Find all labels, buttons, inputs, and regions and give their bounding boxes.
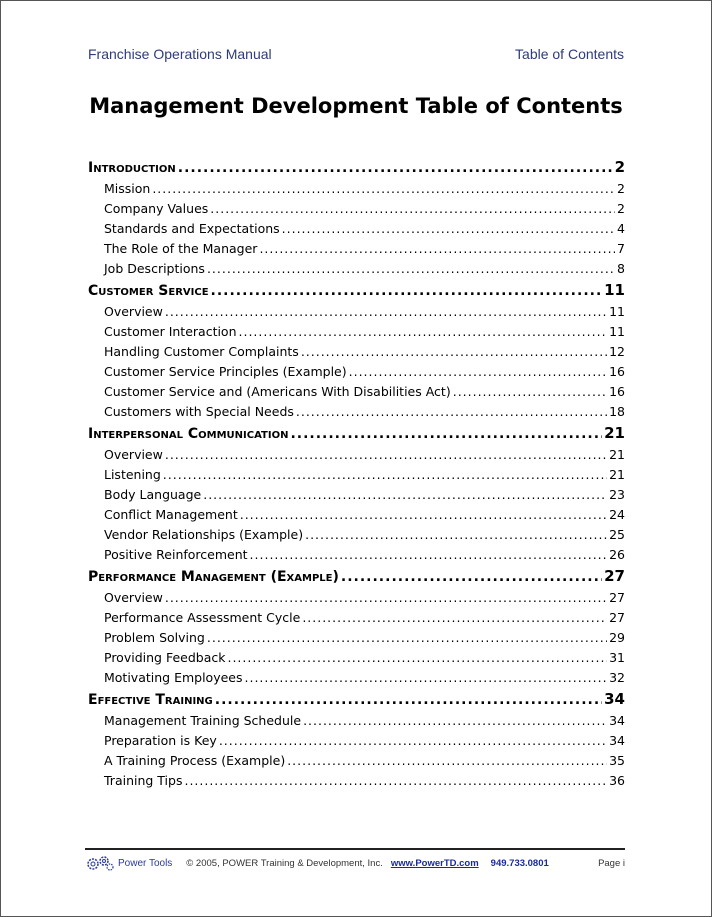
toc-section-title: Effective Training xyxy=(88,692,213,708)
toc-entry-label: Management Training Schedule xyxy=(104,713,302,728)
toc-section xyxy=(88,688,625,791)
dot-leader xyxy=(165,588,607,608)
toc-entry[interactable] xyxy=(88,445,625,465)
page-title: Management Development Table of Contents xyxy=(89,94,623,118)
toc-entry-label: Problem Solving xyxy=(104,630,205,645)
toc-entry-page: 29 xyxy=(609,630,625,645)
toc-entry[interactable] xyxy=(88,485,625,505)
toc-section xyxy=(88,565,625,688)
toc-entry-label: A Training Process (Example) xyxy=(104,753,286,768)
dot-leader xyxy=(282,219,615,239)
toc-entry[interactable] xyxy=(88,505,625,525)
toc-entry[interactable] xyxy=(88,362,625,382)
toc-entry-page: 7 xyxy=(617,241,625,256)
footer-divider xyxy=(85,848,625,850)
toc-entry[interactable] xyxy=(88,771,625,791)
toc-entry-label: Overview xyxy=(104,447,163,462)
toc-entry-page: 2 xyxy=(617,181,625,196)
toc-section-title: Customer Service xyxy=(88,283,209,299)
toc-entry[interactable] xyxy=(88,259,625,279)
toc-section xyxy=(88,156,625,279)
toc-entry-page: 4 xyxy=(617,221,625,236)
toc-entry[interactable] xyxy=(88,199,625,219)
copyright-text: © 2005, POWER Training & Development, Inc. xyxy=(186,857,383,869)
toc-entry-label: Conflict Management xyxy=(104,507,238,522)
toc-entry-label: Standards and Expectations xyxy=(104,221,280,236)
toc-section-page: 21 xyxy=(604,424,625,442)
toc-entry-page: 27 xyxy=(609,610,625,625)
dot-leader xyxy=(287,751,607,771)
header-section-title: Table of Contents xyxy=(515,46,624,62)
toc-entry-page: 27 xyxy=(609,590,625,605)
toc-section xyxy=(88,422,625,565)
toc-entry[interactable] xyxy=(88,342,625,362)
toc-entry-page: 21 xyxy=(609,467,625,482)
logo-text: Power Tools xyxy=(118,857,173,869)
toc-entry-label: Positive Reinforcement xyxy=(104,547,248,562)
toc-entry-label: Training Tips xyxy=(104,773,183,788)
dot-leader xyxy=(290,423,602,445)
toc-entry-page: 16 xyxy=(609,384,625,399)
dot-leader xyxy=(215,689,602,711)
dot-leader xyxy=(240,505,607,525)
dot-leader xyxy=(165,445,607,465)
toc-entry-page: 26 xyxy=(609,547,625,562)
toc-section-heading[interactable] xyxy=(88,279,625,302)
dot-leader xyxy=(301,342,607,362)
page-footer xyxy=(85,855,625,871)
toc-entry[interactable] xyxy=(88,588,625,608)
dot-leader xyxy=(211,280,603,302)
toc-entry-page: 11 xyxy=(609,304,625,319)
toc-entry[interactable] xyxy=(88,668,625,688)
toc-entry-page: 35 xyxy=(609,753,625,768)
page-number: Page i xyxy=(598,857,625,869)
gears-icon xyxy=(85,855,115,871)
toc-entry-label: Vendor Relationships (Example) xyxy=(104,527,304,542)
toc-entry[interactable] xyxy=(88,711,625,731)
dot-leader xyxy=(207,628,607,648)
dot-leader xyxy=(305,525,607,545)
toc-entry[interactable] xyxy=(88,465,625,485)
toc-entry[interactable] xyxy=(88,382,625,402)
toc-section-heading[interactable] xyxy=(88,156,625,179)
toc-entry[interactable] xyxy=(88,402,625,422)
toc-entry-page: 24 xyxy=(609,507,625,522)
toc-entry-label: Motivating Employees xyxy=(104,670,243,685)
toc-entry-page: 34 xyxy=(609,733,625,748)
toc-section-heading[interactable] xyxy=(88,422,625,445)
toc-entry-label: Listening xyxy=(104,467,161,482)
dot-leader xyxy=(453,382,607,402)
table-of-contents xyxy=(88,156,625,791)
page-header xyxy=(88,46,624,62)
toc-entry-page: 2 xyxy=(617,201,625,216)
toc-entry-page: 8 xyxy=(617,261,625,276)
toc-entry[interactable] xyxy=(88,322,625,342)
toc-entry-label: Body Language xyxy=(104,487,202,502)
toc-entry-page: 18 xyxy=(609,404,625,419)
website-link[interactable]: www.PowerTD.com xyxy=(390,857,479,869)
toc-entry-label: The Role of the Manager xyxy=(104,241,258,256)
toc-section-page: 11 xyxy=(604,281,625,299)
toc-entry-label: Customers with Special Needs xyxy=(104,404,294,419)
toc-entry-label: Handling Customer Complaints xyxy=(104,344,299,359)
toc-entry-label: Customer Interaction xyxy=(104,324,237,339)
toc-entry-label: Company Values xyxy=(104,201,209,216)
dot-leader xyxy=(184,771,607,791)
dot-leader xyxy=(250,545,608,565)
toc-section-page: 34 xyxy=(604,690,625,708)
dot-leader xyxy=(239,322,608,342)
toc-entry[interactable] xyxy=(88,239,625,259)
toc-entry-label: Job Descriptions xyxy=(104,261,205,276)
dot-leader xyxy=(152,179,615,199)
dot-leader xyxy=(303,711,607,731)
dot-leader xyxy=(219,731,607,751)
toc-entry[interactable] xyxy=(88,302,625,322)
toc-entry[interactable] xyxy=(88,179,625,199)
dot-leader xyxy=(245,668,608,688)
toc-section-page: 27 xyxy=(604,567,625,585)
toc-entry[interactable] xyxy=(88,525,625,545)
toc-section-title: Introduction xyxy=(88,160,176,176)
toc-entry-page: 31 xyxy=(609,650,625,665)
toc-entry[interactable] xyxy=(88,219,625,239)
toc-entry[interactable] xyxy=(88,628,625,648)
toc-section-page: 2 xyxy=(614,158,625,176)
toc-entry[interactable] xyxy=(88,608,625,628)
dot-leader xyxy=(207,259,615,279)
toc-entry[interactable] xyxy=(88,648,625,668)
toc-entry-page: 25 xyxy=(609,527,625,542)
dot-leader xyxy=(178,157,613,179)
toc-entry-page: 36 xyxy=(609,773,625,788)
dot-leader xyxy=(259,239,615,259)
dot-leader xyxy=(341,566,602,588)
dot-leader xyxy=(302,608,607,628)
toc-entry-page: 12 xyxy=(609,344,625,359)
toc-entry-page: 23 xyxy=(609,487,625,502)
toc-entry[interactable] xyxy=(88,751,625,771)
dot-leader xyxy=(165,302,607,322)
toc-entry-page: 34 xyxy=(609,713,625,728)
toc-entry-page: 16 xyxy=(609,364,625,379)
header-manual-title: Franchise Operations Manual xyxy=(88,46,272,62)
dot-leader xyxy=(203,485,607,505)
dot-leader xyxy=(163,465,607,485)
toc-section xyxy=(88,279,625,422)
toc-section-heading[interactable] xyxy=(88,565,625,588)
dot-leader xyxy=(349,362,607,382)
toc-entry-label: Overview xyxy=(104,304,163,319)
power-tools-logo xyxy=(85,855,172,871)
toc-entry-page: 11 xyxy=(609,324,625,339)
phone-number: 949.733.0801 xyxy=(490,857,549,869)
toc-section-title: Performance Management (Example) xyxy=(88,569,339,585)
dot-leader xyxy=(210,199,615,219)
toc-entry-page: 21 xyxy=(609,447,625,462)
toc-section-heading[interactable] xyxy=(88,688,625,711)
toc-entry-label: Customer Service Principles (Example) xyxy=(104,364,347,379)
toc-entry-label: Overview xyxy=(104,590,163,605)
toc-entry-label: Providing Feedback xyxy=(104,650,226,665)
toc-entry-label: Performance Assessment Cycle xyxy=(104,610,301,625)
toc-entry-page: 32 xyxy=(609,670,625,685)
dot-leader xyxy=(227,648,607,668)
dot-leader xyxy=(296,402,607,422)
toc-entry-label: Preparation is Key xyxy=(104,733,217,748)
toc-entry-label: Customer Service and (Americans With Disabilities Act) xyxy=(104,384,451,399)
toc-entry-label: Mission xyxy=(104,181,151,196)
toc-section-title: Interpersonal Communication xyxy=(88,426,289,442)
toc-entry[interactable] xyxy=(88,731,625,751)
toc-entry[interactable] xyxy=(88,545,625,565)
